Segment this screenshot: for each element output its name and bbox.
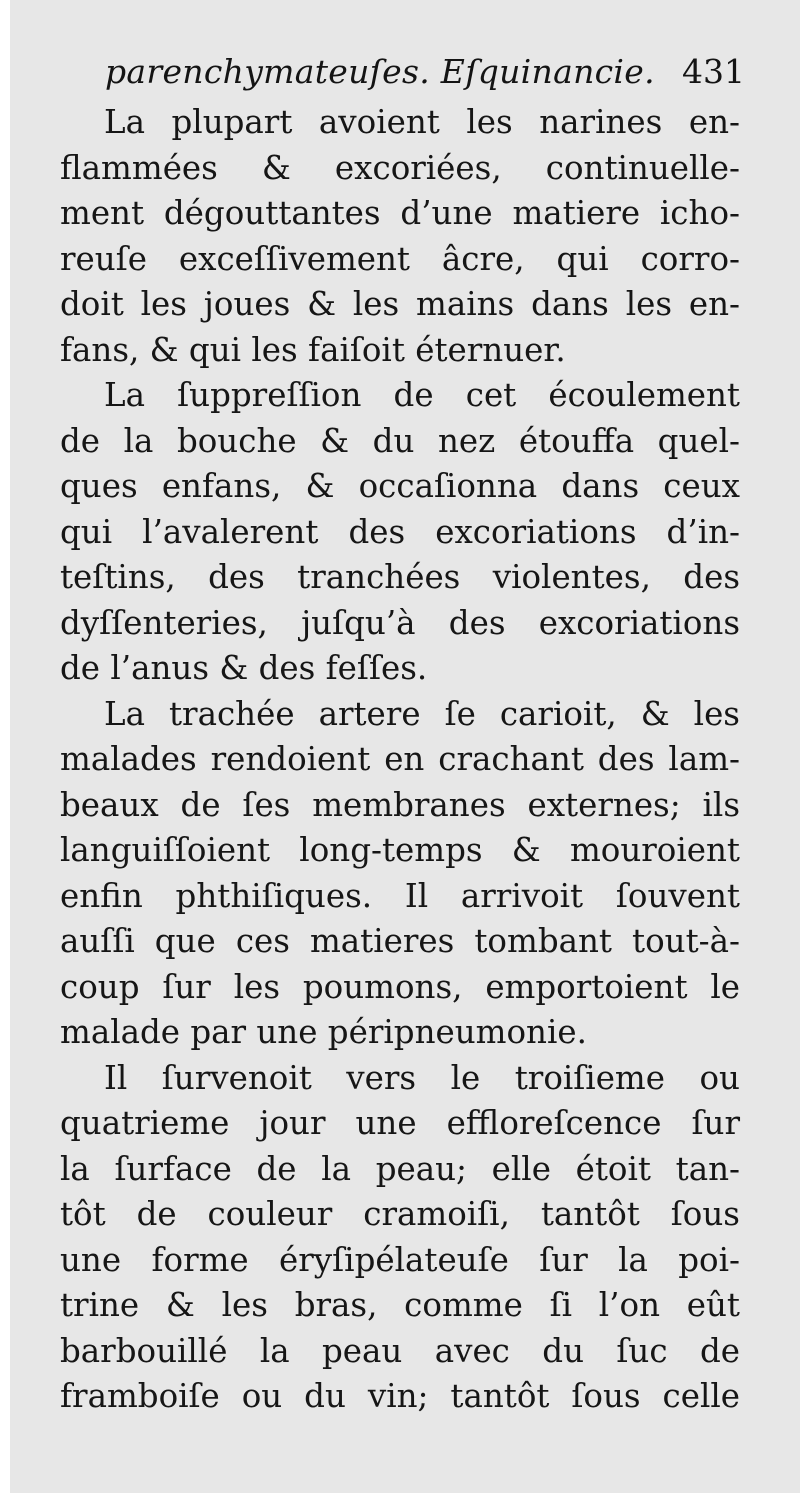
text-line: coup ſur les poumons, emportoient le — [60, 967, 740, 1006]
text-line: une forme éryſipélateuſe ſur la poi- — [60, 1240, 740, 1279]
text-line: La trachée artere ſe carioit, & les — [104, 694, 740, 733]
text-line: flammées & excoriées, continuelle- — [60, 148, 740, 187]
text-line: La plupart avoient les narines en- — [104, 103, 740, 141]
page-number: 431 — [682, 52, 745, 91]
text-line: malade par une péripneumonie. — [60, 1013, 587, 1051]
text-line: tôt de couleur cramoiſi, tantôt ſous — [60, 1195, 740, 1233]
paragraph — [60, 692, 740, 1056]
text-line: ques enfans, & occaſionna dans ceux — [60, 467, 740, 505]
text-line: ment dégouttantes d’une matiere icho- — [60, 194, 740, 232]
page-header — [105, 44, 745, 94]
text-line: teſtins, des tranchées violentes, des — [60, 558, 740, 596]
paragraph — [60, 373, 740, 692]
page-edge — [0, 0, 10, 1493]
text-line: beaux de ſes membranes externes; ils — [60, 785, 740, 824]
paragraph — [60, 100, 740, 373]
running-head: parenchymateuſes. Eſquinancie. — [105, 52, 655, 91]
text-line: la ſurface de la peau; elle étoit tan- — [60, 1149, 740, 1188]
text-line: Il ſurvenoit vers le troiſieme ou — [104, 1058, 740, 1097]
body-text — [60, 100, 740, 1420]
text-line: reuſe exceſſivement âcre, qui corro- — [60, 239, 740, 278]
text-line: La ſuppreſſion de cet écoulement — [104, 376, 740, 414]
text-line: enfin phthiſiques. Il arrivoit ſouvent — [60, 876, 740, 915]
text-line: fans, & qui les faiſoit éternuer. — [60, 330, 566, 369]
text-line: barbouillé la peau avec du ſuc de — [60, 1331, 740, 1370]
text-line: de la bouche & du nez étouffa quel- — [60, 421, 740, 460]
text-line: framboiſe ou du vin; tantôt ſous celle — [60, 1377, 740, 1415]
text-line: malades rendoient en crachant des lam- — [60, 740, 740, 778]
text-line: qui l’avalerent des excoriations d’in- — [60, 512, 740, 551]
text-line: quatrieme jour une effloreſcence ſur — [60, 1104, 740, 1142]
text-line: doit les joues & les mains dans les en- — [60, 285, 740, 323]
text-line: trine & les bras, comme ſi l’on eût — [60, 1286, 740, 1324]
text-line: languiſſoient long-temps & mouroient — [60, 831, 740, 869]
text-line: dyſſenteries, juſqu’à des excoriations — [60, 603, 740, 642]
text-line: auſſi que ces matieres tombant tout-à- — [60, 922, 740, 960]
text-line: de l’anus & des feſſes. — [60, 649, 428, 687]
paragraph — [60, 1056, 740, 1420]
